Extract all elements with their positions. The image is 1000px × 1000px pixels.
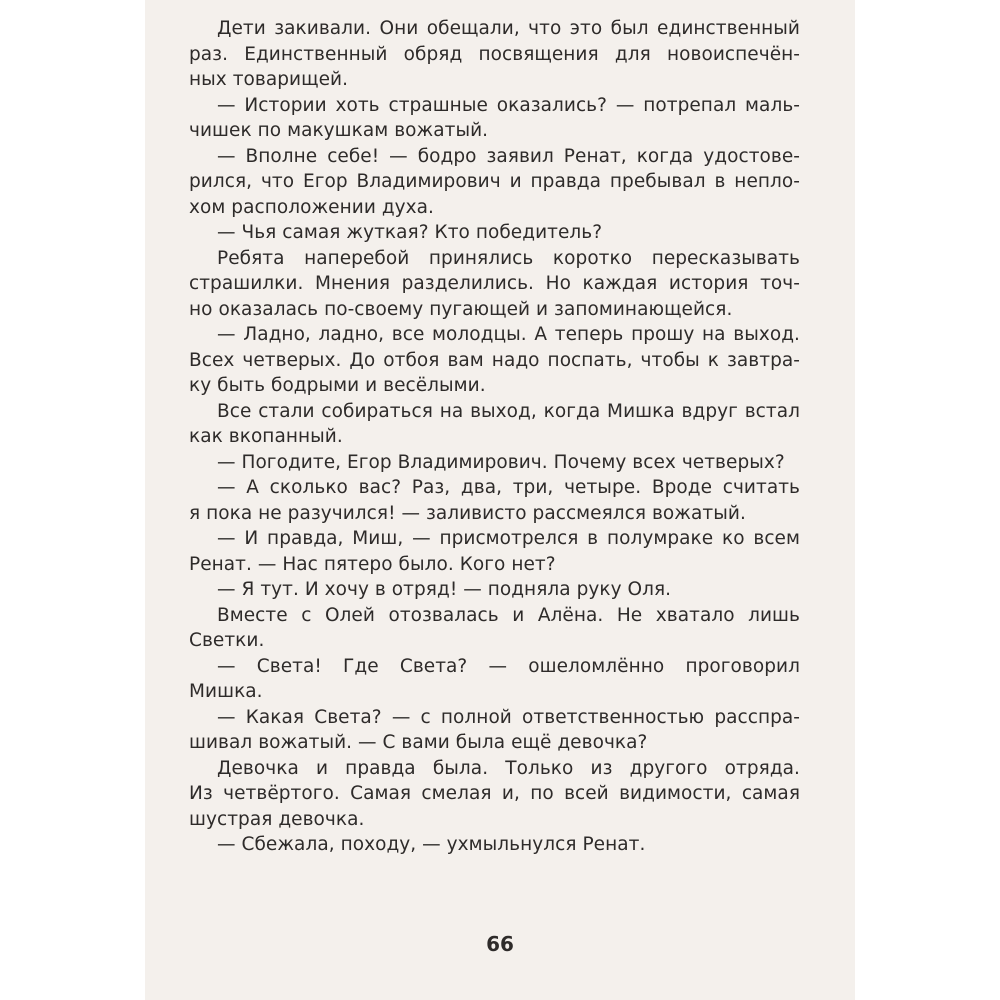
- page-number: 66: [486, 932, 514, 956]
- text-line: — Вполне себе! — бодро заявил Ренат, когда удостове-: [217, 145, 800, 167]
- book-page: [145, 0, 855, 1000]
- text-line: Дети закивали. Они обещали, что это был единственный: [217, 18, 800, 39]
- text-line: ных товарищей.: [189, 69, 349, 90]
- text-line: — Какая Света? — с полной ответственностью расспра-: [217, 706, 800, 728]
- text-line: Ренат. — Нас пятеро было. Кого нет?: [189, 553, 556, 575]
- text-line: — Света! Где Света? — ошеломлённо проговорил: [217, 655, 800, 677]
- text-line: — Я тут. И хочу в отряд! — подняла руку Оля.: [217, 579, 672, 600]
- text-line: — Истории хоть страшные оказались? — потрепал маль-: [217, 94, 800, 116]
- text-line: чишек по макушкам вожатый.: [189, 120, 489, 141]
- text-line: — Сбежала, походу, — ухмыльнулся Ренат.: [217, 834, 646, 855]
- text-line: раз. Единственный обряд посвящения для новоиспечён-: [189, 43, 800, 65]
- text-line: ку быть бодрыми и весёлыми.: [189, 375, 486, 396]
- body-text: [189, 16, 800, 858]
- text-line: рился, что Егор Владимирович и правда пребывал в непло-: [189, 171, 800, 192]
- text-line: — Чья самая жуткая? Кто победитель?: [217, 222, 603, 243]
- text-line: — Погодите, Егор Владимирович. Почему всех четверых?: [217, 451, 785, 473]
- text-line: хом расположении духа.: [189, 196, 434, 218]
- text-line: Всех четверых. До отбоя вам надо поспать, чтобы к завтра-: [189, 349, 800, 371]
- text-line: Все стали собираться на выход, когда Мишка вдруг встал: [217, 400, 800, 422]
- text-line: Мишка.: [189, 681, 263, 702]
- text-line: страшилки. Мнения разделились. Но каждая история точ-: [189, 273, 800, 294]
- text-line: — Ладно, ладно, все молодцы. А теперь прошу на выход.: [217, 324, 800, 345]
- text-line: Девочка и правда была. Только из другого отряда.: [217, 757, 800, 779]
- text-line: но оказалась по-своему пугающей и запоминающейся.: [189, 298, 733, 320]
- text-line: Вместе с Олей отозвалась и Алёна. Не хватало лишь: [217, 604, 800, 626]
- text-line: шустрая девочка.: [189, 808, 365, 830]
- text-line: — И правда, Миш, — присмотрелся в полумраке ко всем: [217, 528, 800, 549]
- text-line: Светки.: [189, 630, 265, 651]
- text-line: шивал вожатый. — С вами была ещё девочка?: [189, 732, 648, 753]
- text-line: Ребята наперебой принялись коротко пересказывать: [217, 247, 800, 269]
- text-line: — А сколько вас? Раз, два, три, четыре. Вроде считать: [217, 477, 800, 498]
- text-line: я пока не разучился! — заливисто рассмеялся вожатый.: [189, 502, 746, 524]
- text-line: как вкопанный.: [189, 426, 343, 447]
- text-line: Из четвёртого. Самая смелая и, по всей видимости, самая: [189, 783, 800, 804]
